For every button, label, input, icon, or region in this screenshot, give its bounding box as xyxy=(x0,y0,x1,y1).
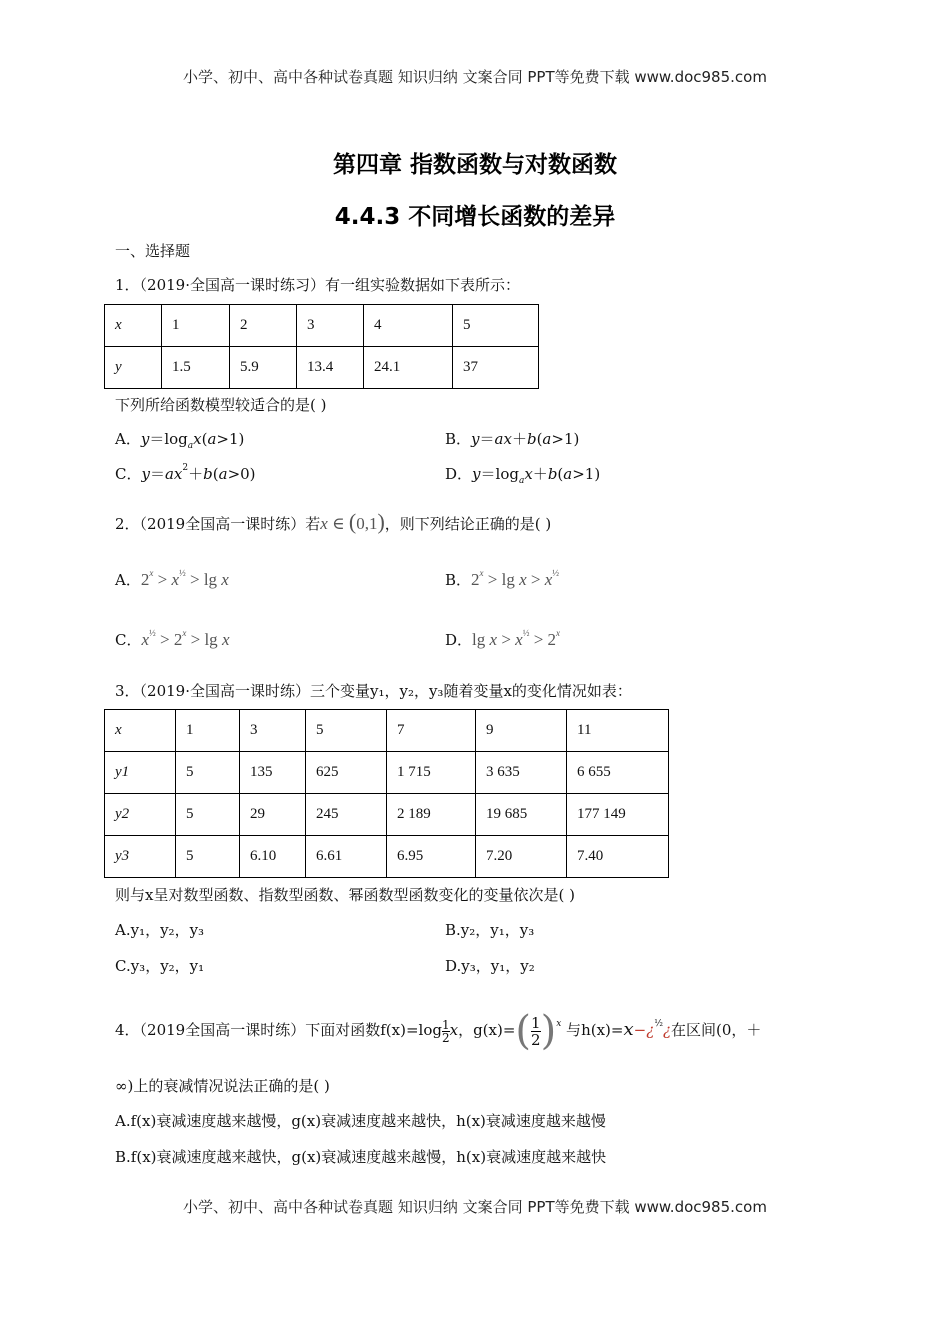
q4-stem-line2: ∞)上的衰减情况说法正确的是( ) xyxy=(115,1077,330,1095)
table-cell: 2 xyxy=(230,305,297,347)
table-cell: 29 xyxy=(240,794,306,836)
table-row xyxy=(105,710,669,752)
table-cell: 6.61 xyxy=(306,836,387,878)
q1-option-a: A．$y=\log_ax(a>1)$ xyxy=(115,430,245,451)
q1-option-d-label: D． xyxy=(445,465,473,483)
table-cell: 24.1 xyxy=(364,347,453,389)
table-cell: 7.20 xyxy=(476,836,567,878)
q4-g-label: g(x)= xyxy=(473,1021,516,1039)
q4-f-label: f(x)=log xyxy=(380,1021,442,1039)
q4-option-a: A.f(x)衰减速度越来越慢，g(x)衰减速度越来越快，h(x)衰减速度越来越慢 xyxy=(115,1112,606,1130)
table-cell: 4 xyxy=(364,305,453,347)
table-cell: 6 655 xyxy=(567,752,669,794)
q2-option-c-label: C． xyxy=(115,631,142,649)
table-cell: y2 xyxy=(105,794,176,836)
q4-stem: 4．（2019全国高一课时练）下面对函数f(x)=log $\frac{1}{2}$ x，g(x)=( $\frac{1}{2}$ )$^x$ 与h(x)=x−¿$^{\frac{1}{2}}$¿在区间(0，＋ xyxy=(115,1008,762,1054)
page-header: 小学、初中、高中各种试卷真题 知识归纳 文案合同 PPT等免费下载 www.doc985.com xyxy=(183,68,767,86)
q2-stem: 2．（2019全国高一课时练）若x ∈ (0,1)，则下列结论正确的是( ) xyxy=(115,509,552,534)
table-cell: 13.4 xyxy=(297,347,364,389)
q3-option-a: A.y₁，y₂，y₃ xyxy=(115,921,205,939)
q1-option-b-label: B． xyxy=(445,430,472,448)
q2-option-a-label: A． xyxy=(115,571,141,589)
table-cell: 1 715 xyxy=(387,752,476,794)
q3-stem: 3．（2019·全国高一课时练）三个变量y₁，y₂，y₃随着变量x的变化情况如表： xyxy=(115,682,632,700)
section-heading: 一、选择题 xyxy=(115,242,191,260)
table-row xyxy=(105,836,669,878)
table-cell: 2 189 xyxy=(387,794,476,836)
table-cell: 5 xyxy=(176,836,240,878)
q3-prompt: 则与x呈对数型函数、指数型函数、幂函数型函数变化的变量依次是( ) xyxy=(115,886,575,904)
q2-option-a: A．$2^x > x^{\frac{1}{2}} > \lg x$ xyxy=(115,568,229,589)
q1-option-d: D．$y=\log_ax+b(a>1)$ xyxy=(445,465,601,486)
table-row xyxy=(105,794,669,836)
q1-table xyxy=(104,304,539,389)
table-cell: 3 xyxy=(240,710,306,752)
q2-option-d: D．$\lg x > x^{\frac{1}{2}} > 2^x$ xyxy=(445,628,561,649)
table-cell: 5.9 xyxy=(230,347,297,389)
table-cell: 5 xyxy=(176,794,240,836)
q3-option-d: D.y₃，y₁，y₂ xyxy=(445,957,535,975)
q1-prompt: 下列所给函数模型较适合的是( ) xyxy=(115,396,327,414)
table-cell: 37 xyxy=(453,347,539,389)
q3-option-b: B.y₂，y₁，y₃ xyxy=(445,921,535,939)
table-cell: y3 xyxy=(105,836,176,878)
table-row xyxy=(105,752,669,794)
q3-table xyxy=(104,709,669,878)
q1-option-a-label: A． xyxy=(115,430,141,448)
table-cell: x xyxy=(105,305,162,347)
q1-option-c-label: C． xyxy=(115,465,142,483)
q4-g-base: $\frac{1}{2}$ xyxy=(531,1013,541,1049)
q4-f-base: $\frac{1}{2}$ xyxy=(441,1017,450,1045)
chapter-title: 第四章 指数函数与对数函数 xyxy=(332,152,617,178)
table-cell: 19 685 xyxy=(476,794,567,836)
table-cell: 135 xyxy=(240,752,306,794)
q4-option-b: B.f(x)衰减速度越来越快，g(x)衰减速度越来越慢，h(x)衰减速度越来越快 xyxy=(115,1148,607,1166)
table-cell: 11 xyxy=(567,710,669,752)
q2-condition: x ∈ (0,1) xyxy=(320,509,385,534)
q1-option-b: B．y＝ax＋b(a>1) xyxy=(445,430,580,448)
table-cell: 6.10 xyxy=(240,836,306,878)
table-cell: 625 xyxy=(306,752,387,794)
table-cell: 6.95 xyxy=(387,836,476,878)
table-cell: 5 xyxy=(306,710,387,752)
q2-option-c: C．$x^{\frac{1}{2}} > 2^x > \lg x$ xyxy=(115,628,230,649)
table-row xyxy=(105,305,539,347)
q4-h-label: h(x)= xyxy=(581,1021,624,1039)
q3-option-c: C.y₃，y₂，y₁ xyxy=(115,957,205,975)
page-footer: 小学、初中、高中各种试卷真题 知识归纳 文案合同 PPT等免费下载 www.doc985.com xyxy=(183,1198,767,1216)
q1-option-c: C．$y=ax^2+b(a>0)$ xyxy=(115,463,256,483)
q2-option-b-label: B． xyxy=(445,571,472,589)
q2-option-d-label: D． xyxy=(445,631,473,649)
section-title: 4.4.3 不同增长函数的差异 xyxy=(334,204,616,230)
table-row xyxy=(105,347,539,389)
table-cell: x xyxy=(105,710,176,752)
table-cell: 245 xyxy=(306,794,387,836)
q2-option-b: B．$2^x > \lg x > x^{\frac{1}{2}}$ xyxy=(445,568,560,589)
table-cell: 5 xyxy=(176,752,240,794)
table-cell: 1 xyxy=(162,305,230,347)
table-cell: 3 635 xyxy=(476,752,567,794)
table-cell: 9 xyxy=(476,710,567,752)
table-cell: y1 xyxy=(105,752,176,794)
table-cell: 7.40 xyxy=(567,836,669,878)
table-cell: 3 xyxy=(297,305,364,347)
q1-stem: 1．（2019·全国高一课时练习）有一组实验数据如下表所示： xyxy=(115,276,520,294)
table-cell: 1 xyxy=(176,710,240,752)
table-cell: y xyxy=(105,347,162,389)
table-cell: 7 xyxy=(387,710,476,752)
table-cell: 177 149 xyxy=(567,794,669,836)
table-cell: 5 xyxy=(453,305,539,347)
table-cell: 1.5 xyxy=(162,347,230,389)
